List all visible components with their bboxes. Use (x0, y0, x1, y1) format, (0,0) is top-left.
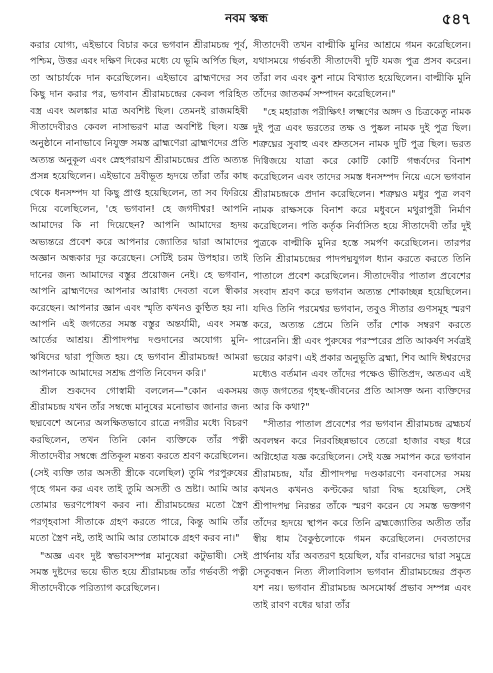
paragraph: করার যোগ্য, এইভাবে বিচার করে ভগবান শ্রীরামচন্দ্র পূর্ব, পশ্চিম, উত্তর এবং দক্ষিণ দিকের মধ্যে যে ভূমি অর্পিত ছিল, তা আচার্যকে দান করেছিলেন। এইভাবে ব্রাহ্মণদের সব কিছু দান করার পর, ভগবান শ্রীরামচন্দ্রের কেবল পরিহিত বস্ত্র এবং অলঙ্কার মাত্র অবশিষ্ট ছিল। তেমনই রাজমহিষী সীতাদেবীরও কেবল নাসাভরণ মাত্র অবশিষ্ট ছিল। যজ্ঞ অনুষ্ঠানে নানাভাবে নিযুক্ত সমস্ত ব্রাহ্মণেরা ব্রাহ্মণদের প্রতি অত্যন্ত অনুকূল এবং স্নেহপরায়ণ শ্রীরামচন্দ্রের প্রতি অত্যন্ত প্রসন্ন হয়েছিলেন। এইভাবে দ্রবীভূত হৃদয়ে তাঁরা তাঁর কাছ থেকে ধনসম্পদ যা কিছু প্রাপ্ত হয়েছিলেন, তা সব ফিরিয়ে দিয়ে বলেছিলেন, 'হে ভগবান! হে জগদীশ্বর! আপনি আমাদের কি না দিয়েছেন? আপনি আমাদের হৃদয় অভ্যন্তরে প্রবেশ করে আপনার জ্যোতির দ্বারা আমাদের অজ্ঞান অন্ধকার দূর করেছেন। সেটিই চরম উপহার। তাই দানের জন্য আমাদের বস্তুর প্রয়োজন নেই। হে ভগবান, আপনি ব্রাহ্মণদের আপনার আরাধ্য দেবতা বলে স্বীকার করেছেন। আপনার জ্ঞান এবং স্মৃতি কখনও কুণ্ঠিত হয় না। আপনি এই জগতের সমস্ত বস্তুর অন্তর্যামী, এবং সমস্ত আর্তের আশ্রয়। শ্রীপাদপদ্ম দণ্ডদানের অযোগ্য মুনি-ঋষিদের দ্বারা পূজিত হয়। হে ভগবান শ্রীরামচন্দ্র! আমরা আপনাকে আমাদের সশ্রদ্ধ প্রণতি নিবেদন করি।' (30, 40, 248, 380)
paragraph: শ্রীল শুকদেব গোস্বামী বললেন—"কোন একসময় শ্রীরামচন্দ্র যখন তাঁর সম্বন্ধে মানুষের মনোভাব জানার জন্য ছদ্মবেশে অন্যের অলক্ষিতভাবে রাত্রে নগরীর মধ্যে বিচরণ করছিলেন, তখন তিনি কোন ব্যক্তিকে তাঁর পত্নী সীতাদেবীর সম্বন্ধে প্রতিকূল মন্তব্য করতে শ্রবণ করেছিলেন। (সেই ব্যক্তি তার অসতী স্ত্রীকে বলেছিল) তুমি পরপুরুষের গৃহে গমন কর এবং তাই তুমি অসতী ও ভ্রষ্টা। আমি আর তোমার ভরণপোষণ করব না। শ্রীরামচন্দ্রের মতো স্ত্রৈণ পরগৃহবাসা সীতাকে গ্রহণ করতে পারে, কিন্তু আমি তাঁর মতো স্ত্রৈণ নই, তাই আমি আর তোমাকে গ্রহণ করব না।" (30, 385, 248, 545)
page-header (0, 0, 493, 34)
paragraph: "সীতার পাতাল প্রবেশের পর ভগবান শ্রীরামচন্দ্র ব্রহ্মচর্য অবলম্বন করে নিরবচ্ছিন্নভাবে তেরো হাজার বছর ধরে অগ্নিহোত্র যজ্ঞ করেছিলেন। সেই যজ্ঞ সমাপন করে ভগবান শ্রীরামচন্দ্র, যাঁর শ্রীপাদপদ্ম দণ্ডকারণ্যে বনবাসের সময় কখনও কখনও কণ্টকের দ্বারা বিদ্ধ হয়েছিল, সেই শ্রীপাদপদ্ম নিরন্তর তাঁকে স্মরণ করেন যে সমস্ত ভক্তগণ তাঁদের হৃদয়ে স্থাপন করে তিনি ব্রহ্মজ্যোতির অতীত তাঁর স্বীয় ধাম বৈকুণ্ঠলোকে গমন করেছিলেন। দেবতাদের প্রার্থনায় যাঁর অবতরণ হয়েছিল, যাঁর বানরদের দ্বারা সমুদ্রে সেতুবন্ধন নিত্য লীলাবিলাস ভগবান শ্রীরামচন্দ্রের প্রকৃত যশ নয়। ভগবান শ্রীরামচন্দ্র অসমোর্ধ্ব প্রভাব সম্পন্ন এবং তাই রাবণ বধের দ্বারা তাঁর (253, 419, 471, 611)
paragraph: "অজ্ঞ এবং দুষ্ট স্বভাবসম্পন্ন মানুষেরা কটুভাষী। সেই সমস্ত দুষ্টদের ভয়ে ভীত হয়ে শ্রীরামচন্দ্র তাঁর গর্ভবতী পত্নী সীতাদেবীকে পরিত্যাগ করেছিলেন। (30, 550, 248, 595)
paragraph: সীতাদেবী তখন বাল্মীকি মুনির আশ্রমে গমন করেছিলেন। যথাসময়ে গর্ভবতী সীতাদেবী দুটি যমজ পুত্র প্রসব করেন। তাঁরা লব এবং কুশ নামে বিখ্যাত হয়েছিলেন। বাল্মীকি মুনি তাঁদের জাতকর্ম সম্পাদন করেছিলেন।" (253, 40, 471, 101)
chapter-title: নবম স্কন্ধ (225, 11, 268, 25)
left-column (30, 38, 248, 663)
paragraph: "হে মহারাজ পরীক্ষিৎ! লক্ষ্মণের অঙ্গদ ও চিত্রকেতু নামক দুই পুত্র এবং ভরতের তক্ষ ও পুষ্কল নামক দুই পুত্র ছিল। শত্রুঘ্নের সুবাহু এবং শ্রুতসেন নামক দুটি পুত্র ছিল। ভরত দিগ্বিজয়ে যাত্রা করে কোটি কোটি গন্ধর্বদের বিনাশ করেছিলেন এবং তাদের সমস্ত ধনসম্পদ নিয়ে এসে ভগবান শ্রীরামচন্দ্রকে প্রদান করেছিলেন। শত্রুঘ্নও মধুর পুত্র লবণ নামক রাক্ষসকে বিনাশ করে মধুবনে মথুরাপুরী নির্মাণ করেছিলেন। পতি কর্তৃক নির্বাসিত হয়ে সীতাদেবী তাঁর দুই পুত্রকে বাল্মীকি মুনির হস্তে সমর্পণ করেছিলেন। তারপর তিনি শ্রীরামচন্দ্রের পাদপদ্মযুগল ধ্যান করতে করতে তিনি পাতালে প্রবেশ করেছিলেন। সীতাদেবীর পাতাল প্রবেশের সংবাদ শ্রবণ করে ভগবান অত্যন্ত শোকাচ্ছন্ন হয়েছিলেন। যদিও তিনি পরমেশ্বর ভগবান, তবুও সীতার গুণসমূহ স্মরণ করে, অত্যন্ত প্রেমে তিনি তাঁর শোক সম্বরণ করতে পারেননি। স্ত্রী এবং পুরুষের পরস্পরের প্রতি আকর্ষণ সর্বত্রই ভয়ের কারণ। এই প্রকার অনুভূতি ব্রহ্মা, শিব আদি ঈশ্বরদের মধ্যেও বর্তমান এবং তাঁদের পক্ষেও ভীতিপ্রদ, অতএব এই জড় জগতের গৃহস্থ-জীবনের প্রতি আসক্ত অন্য ব্যক্তিদের আর কি কথা?" (253, 106, 471, 413)
page-number: ৫৪৭ (441, 10, 471, 28)
right-column (253, 38, 471, 663)
